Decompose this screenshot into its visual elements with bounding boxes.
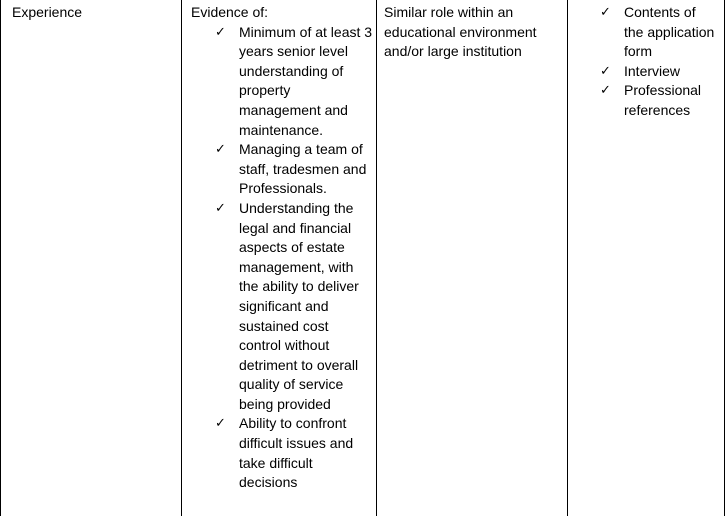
- list-item: [600, 62, 718, 82]
- checkmark-icon: ✓: [600, 83, 611, 99]
- list-item: [215, 414, 373, 492]
- assessment-cell: [600, 3, 718, 121]
- list-item-text: Managing a team of staff, tradesmen and Professionals.: [239, 141, 367, 197]
- list-item-text: Understanding the legal and financial aspects of estate management, with the ability to deliver significant and sustained cost control without detriment to overall quality of service being provided: [239, 199, 359, 412]
- essential-cell: [191, 3, 373, 493]
- column-divider-2: [376, 0, 377, 516]
- essential-intro: Evidence of:: [191, 4, 269, 20]
- list-item: [215, 140, 373, 199]
- assessment-list: [600, 3, 718, 121]
- list-item-text: Professional references: [624, 82, 702, 118]
- list-item-text: Contents of the application form: [624, 4, 715, 60]
- column-divider-1: [181, 0, 182, 516]
- list-item: [215, 23, 373, 141]
- checkmark-icon: ✓: [215, 200, 226, 216]
- list-item: [215, 199, 373, 415]
- list-item-text: Interview: [624, 62, 681, 79]
- checkmark-icon: ✓: [215, 24, 226, 40]
- checkmark-icon: ✓: [600, 63, 611, 79]
- table-border-left: [0, 0, 1, 516]
- table-border-right: [724, 0, 725, 516]
- checkmark-icon: ✓: [215, 142, 226, 158]
- desirable-text: Similar role within an educational environment and/or large institution: [384, 4, 537, 60]
- list-item: [600, 81, 718, 120]
- list-item-text: Minimum of at least 3 years senior level understanding of property management and maintenance.: [239, 23, 373, 138]
- criterion-label: Experience: [12, 4, 83, 20]
- criterion-cell: [12, 3, 182, 23]
- desirable-cell: [384, 3, 564, 62]
- essential-list: [215, 23, 373, 493]
- checkmark-icon: ✓: [215, 416, 226, 432]
- checkmark-icon: ✓: [600, 5, 611, 20]
- column-divider-3: [567, 0, 568, 516]
- list-item-text: Ability to confront difficult issues and take difficult decisions: [239, 415, 354, 491]
- list-item: [600, 3, 718, 62]
